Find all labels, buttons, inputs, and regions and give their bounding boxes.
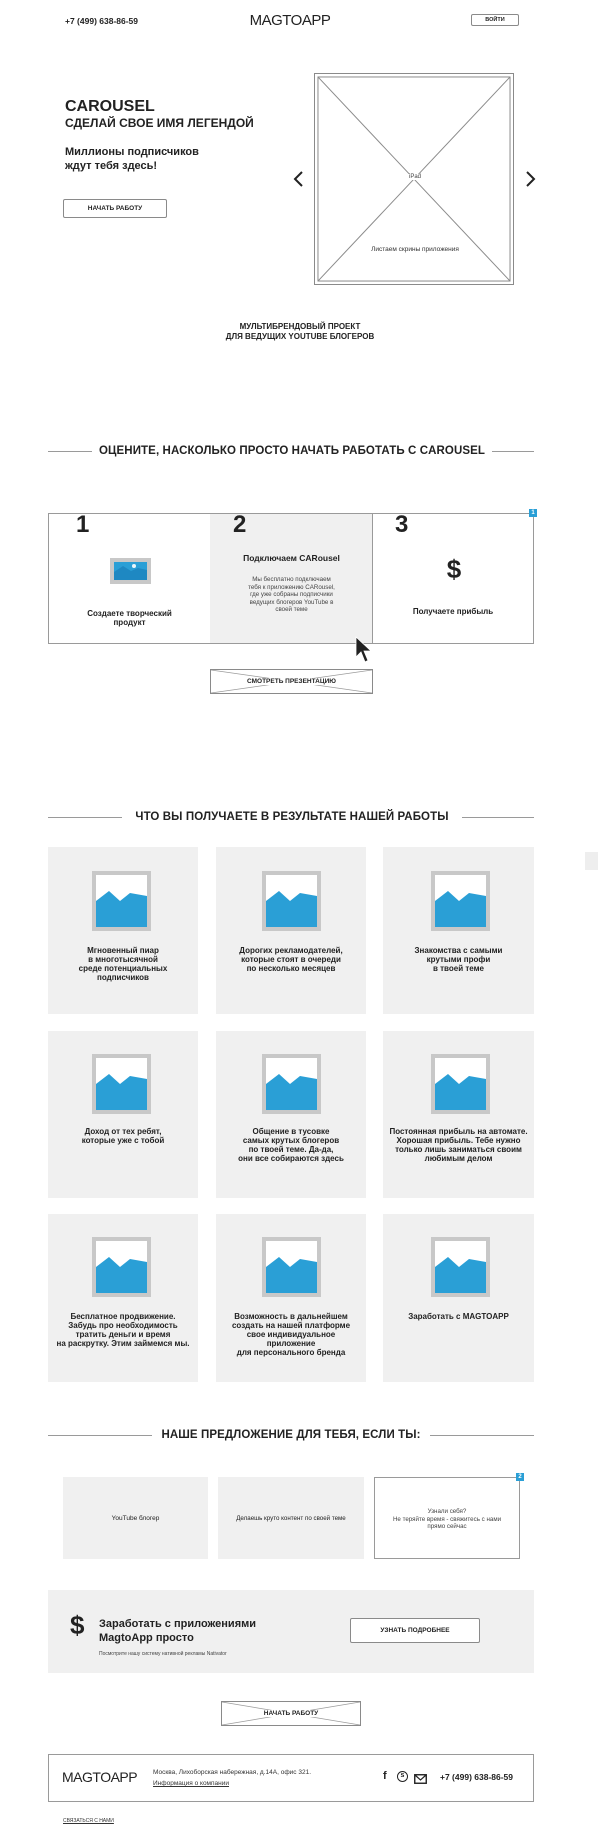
benefit-text: Общение в тусовке самых крутых блогеров по твоей теме. Да-да, они все собираются здесь bbox=[238, 1127, 344, 1163]
image-icon bbox=[110, 558, 151, 584]
earn-block bbox=[48, 1590, 534, 1673]
footer-address: Москва, Лихоборская набережная, д.14А, офис 321. bbox=[153, 1769, 312, 1776]
step-description: Мы бесплатно подключаем тебя к приложению CARousel, где уже собраны подписчики ведущих блогеров YouTube в своей теме bbox=[248, 576, 335, 613]
step-label: Получаете прибыль bbox=[412, 607, 494, 616]
image-icon bbox=[262, 1237, 321, 1297]
header-logo[interactable]: MAGTOAPP bbox=[249, 12, 331, 29]
earn-note: Посмотрите нашу систему нативной рекламы Nativator bbox=[99, 1651, 227, 1657]
steps-container bbox=[48, 510, 535, 644]
company-info-link[interactable]: Информация о компании bbox=[153, 1780, 230, 1787]
side-tab[interactable] bbox=[585, 852, 598, 870]
step-3 bbox=[372, 513, 534, 644]
footer bbox=[48, 1754, 534, 1802]
hero-subtitle: СДЕЛАЙ СВОЕ ИМЯ ЛЕГЕНДОЙ bbox=[65, 116, 254, 130]
start-label: НАЧАТЬ РАБОТУ bbox=[261, 1710, 321, 1717]
start-button[interactable] bbox=[221, 1701, 361, 1726]
image-icon bbox=[262, 871, 321, 931]
benefit-card bbox=[383, 1031, 534, 1198]
benefit-card bbox=[48, 1031, 198, 1198]
offer-text: Делаешь круто контент по своей теме bbox=[236, 1515, 346, 1522]
hero-title: CAROUSEL bbox=[65, 98, 155, 115]
cursor-icon bbox=[355, 636, 373, 664]
benefit-text: Дорогих рекламодателей, которые стоят в очереди по несколько месяцев bbox=[239, 946, 343, 973]
hero-start-button[interactable]: НАЧАТЬ РАБОТУ bbox=[63, 199, 167, 218]
prev-arrow-icon[interactable] bbox=[292, 170, 306, 188]
image-icon bbox=[92, 871, 151, 931]
device-label: iPad bbox=[385, 174, 445, 180]
benefit-card bbox=[48, 1214, 198, 1382]
benefit-text: Заработать с MAGTOAPP bbox=[408, 1312, 509, 1321]
image-icon bbox=[431, 871, 490, 931]
steps-badge: 1 bbox=[529, 509, 537, 517]
offer-text: YouTube блогер bbox=[111, 1515, 160, 1522]
contact-us-link[interactable]: СВЯЗАТЬСЯ С НАМИ bbox=[63, 1818, 114, 1824]
presentation-label: СМОТРЕТЬ ПРЕЗЕНТАЦИЮ bbox=[244, 678, 339, 685]
image-icon bbox=[431, 1237, 490, 1297]
image-icon bbox=[92, 1054, 151, 1114]
earn-title: Заработать с приложениями MagtoApp просто bbox=[99, 1618, 257, 1644]
image-icon bbox=[262, 1054, 321, 1114]
step-2 bbox=[210, 513, 373, 644]
mail-icon[interactable] bbox=[414, 1771, 427, 1781]
step-label: Создаете творческий продукт bbox=[87, 609, 172, 627]
presentation-button[interactable] bbox=[210, 669, 373, 694]
project-line: МУЛЬТИБРЕНДОВЫЙ ПРОЕКТ ДЛЯ ВЕДУЩИХ YOUTUBE БЛОГЕРОВ bbox=[225, 322, 375, 341]
dollar-icon: $ bbox=[70, 1610, 85, 1640]
learn-more-button[interactable]: УЗНАТЬ ПОДРОБНЕЕ bbox=[350, 1618, 480, 1643]
hero-tagline: Миллионы подписчиков ждут тебя здесь! bbox=[65, 146, 199, 172]
benefit-text: Мгновенный пиар в многотысячной среде потенциальных подписчиков bbox=[78, 946, 168, 982]
benefit-card bbox=[48, 847, 198, 1014]
step-1 bbox=[48, 513, 211, 644]
benefit-card bbox=[216, 1214, 366, 1382]
steps-title: ОЦЕНИТЕ, НАСКОЛЬКО ПРОСТО НАЧАТЬ РАБОТАТЬ С CAROUSEL bbox=[92, 445, 492, 457]
footer-logo[interactable]: MAGTOAPP bbox=[62, 1769, 138, 1785]
offer-card-contact[interactable] bbox=[374, 1477, 520, 1559]
offer-title: НАШЕ ПРЕДЛОЖЕНИЕ ДЛЯ ТЕБЯ, ЕСЛИ ТЫ: bbox=[152, 1429, 430, 1441]
next-arrow-icon[interactable] bbox=[523, 170, 537, 188]
benefit-card bbox=[383, 847, 534, 1014]
header-phone[interactable]: +7 (499) 638-86-59 bbox=[65, 16, 139, 26]
login-button[interactable]: ВОЙТИ bbox=[471, 14, 519, 26]
benefit-card bbox=[383, 1214, 534, 1382]
offer-card-content bbox=[218, 1477, 364, 1559]
skype-icon[interactable]: s bbox=[397, 1771, 408, 1782]
step-number: 2 bbox=[233, 511, 247, 538]
dollar-icon: $ bbox=[446, 554, 462, 584]
device-caption: Листаем скрины приложения bbox=[355, 246, 475, 253]
benefit-card bbox=[216, 1031, 366, 1198]
benefit-text: Возможность в дальнейшем создать на нашей платформе свое индивидуальное приложение для персонального бренда bbox=[231, 1312, 351, 1357]
footer-phone[interactable]: +7 (499) 638-86-59 bbox=[440, 1772, 514, 1782]
benefit-text: Доход от тех ребят, которые уже с тобой bbox=[81, 1127, 165, 1145]
offer-card-blogger bbox=[63, 1477, 208, 1559]
step-number: 1 bbox=[76, 511, 90, 538]
step-label: Подключаем CARousel bbox=[243, 553, 340, 563]
step-number: 3 bbox=[395, 511, 409, 538]
benefit-text: Бесплатное продвижение. Забудь про необходимость тратить деньги и время на раскрутку. Этим займемся мы. bbox=[56, 1312, 190, 1348]
offer-badge: 2 bbox=[516, 1473, 524, 1481]
offer-text: Узнали себя? Не теряйте время - свяжитесь с нами прямо сейчас bbox=[392, 1508, 502, 1530]
image-icon bbox=[92, 1237, 151, 1297]
benefits-grid bbox=[48, 847, 534, 1382]
image-icon bbox=[431, 1054, 490, 1114]
facebook-icon[interactable]: f bbox=[383, 1770, 387, 1782]
app-screenshot-placeholder bbox=[314, 73, 514, 285]
benefits-title: ЧТО ВЫ ПОЛУЧАЕТЕ В РЕЗУЛЬТАТЕ НАШЕЙ РАБОТЫ bbox=[122, 811, 462, 823]
benefit-card bbox=[216, 847, 366, 1014]
benefit-text: Постоянная прибыль на автомате. Хорошая прибыль. Тебе нужно только лишь заниматься своим любимым делом bbox=[389, 1127, 528, 1163]
benefit-text: Знакомства с самыми крутыми профи в твоей теме bbox=[414, 946, 503, 973]
